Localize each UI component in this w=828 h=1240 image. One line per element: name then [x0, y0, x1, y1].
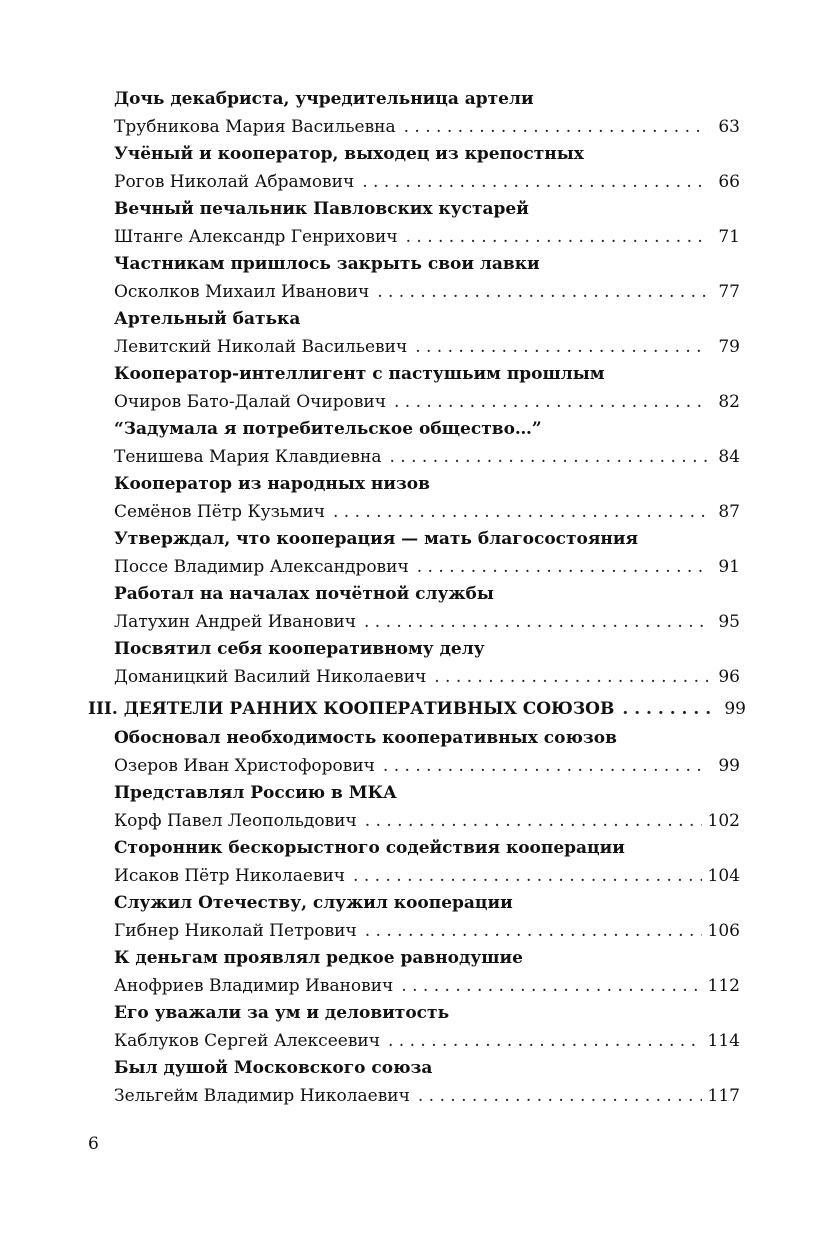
entry-person-name: Анофриев Владимир Иванович	[114, 976, 394, 996]
toc-group-a	[88, 86, 740, 691]
entry-subtitle: Был душой Московского союза	[114, 1058, 433, 1078]
entry-page-number: 71	[718, 227, 740, 247]
page-folio: 6	[88, 1134, 99, 1154]
entry-page-number: 114	[707, 1031, 740, 1051]
entry-subtitle: Служил Отечеству, служил кооперации	[114, 893, 513, 913]
dot-leader	[415, 333, 708, 361]
dot-leader	[394, 388, 708, 416]
entry-subtitle: Утверждал, что кооперация — мать благосостояния	[114, 529, 639, 549]
entry-subtitle: Кооператор-интеллигент с пастушьим прошлым	[114, 364, 605, 384]
entry-line	[114, 663, 740, 691]
entry-person-name: Левитский Николай Васильевич	[114, 337, 408, 357]
entry-page-number: 84	[718, 447, 740, 467]
entry-page-number: 106	[707, 921, 740, 941]
toc-group-b	[88, 725, 740, 1110]
entry-page-number: 104	[707, 866, 740, 886]
entry-person-name: Каблуков Сергей Алексеевич	[114, 1031, 380, 1051]
toc-entry	[88, 196, 740, 251]
entry-person-name: Латухин Андрей Иванович	[114, 612, 356, 632]
toc-entry	[88, 251, 740, 306]
dot-leader	[389, 443, 708, 471]
entry-page-number: 117	[707, 1086, 740, 1106]
entry-page-number: 99	[718, 756, 740, 776]
dot-leader	[383, 752, 708, 780]
entry-person-name: Зельгейм Владимир Николаевич	[114, 1086, 410, 1106]
table-of-contents	[88, 86, 746, 1110]
entry-page-number: 79	[718, 337, 740, 357]
entry-person-name: Трубникова Мария Васильевна	[114, 117, 396, 137]
dot-leader	[365, 807, 702, 835]
entry-person-name: Гибнер Николай Петрович	[114, 921, 357, 941]
section-page-number: 99	[724, 699, 746, 719]
entry-subtitle: Дочь декабриста, учредительница артели	[114, 89, 534, 109]
entry-subtitle: Работал на началах почётной службы	[114, 584, 494, 604]
entry-subtitle: Учёный и кооператор, выходец из крепостных	[114, 144, 584, 164]
entry-page-number: 95	[718, 612, 740, 632]
dot-leader	[362, 168, 708, 196]
entry-subtitle: Артельный батька	[114, 309, 301, 329]
entry-subtitle: Представлял Россию в МКА	[114, 783, 397, 803]
dot-leader	[404, 113, 708, 141]
entry-line	[114, 388, 740, 416]
dot-leader	[434, 663, 708, 691]
entry-person-name: Семёнов Пётр Кузьмич	[114, 502, 325, 522]
entry-page-number: 102	[707, 811, 740, 831]
entry-page-number: 66	[718, 172, 740, 192]
entry-page-number: 96	[718, 667, 740, 687]
dot-leader	[364, 608, 708, 636]
toc-entry	[88, 945, 740, 1000]
entry-page-number: 77	[718, 282, 740, 302]
toc-entry	[88, 725, 740, 780]
entry-line	[114, 333, 740, 361]
toc-entry	[88, 471, 740, 526]
entry-subtitle: Вечный печальник Павловских кустарей	[114, 199, 529, 219]
entry-person-name: Исаков Пётр Николаевич	[114, 866, 346, 886]
entry-page-number: 87	[718, 502, 740, 522]
entry-line	[114, 278, 740, 306]
entry-line	[114, 862, 740, 890]
entry-line	[114, 752, 740, 780]
entry-subtitle: “Задумала я потребительское общество…”	[114, 419, 542, 439]
dot-leader	[406, 223, 708, 251]
toc-entry	[88, 890, 740, 945]
dot-leader	[388, 1027, 702, 1055]
entry-line	[114, 113, 740, 141]
toc-entry	[88, 780, 740, 835]
dot-leader	[377, 278, 708, 306]
entry-person-name: Штанге Александр Генрихович	[114, 227, 398, 247]
dot-leader	[333, 498, 708, 526]
section-title: III. ДЕЯТЕЛИ РАННИХ КООПЕРАТИВНЫХ СОЮЗОВ	[88, 699, 615, 719]
entry-page-number: 82	[718, 392, 740, 412]
entry-line	[114, 443, 740, 471]
toc-entry	[88, 581, 740, 636]
dot-leader	[622, 695, 714, 723]
dot-leader	[418, 1082, 702, 1110]
toc-entry	[88, 1055, 740, 1110]
entry-subtitle: Частникам пришлось закрыть свои лавки	[114, 254, 540, 274]
entry-page-number: 91	[718, 557, 740, 577]
toc-entry	[88, 86, 740, 141]
entry-subtitle: К деньгам проявлял редкое равнодушие	[114, 948, 523, 968]
entry-subtitle: Обосновал необходимость кооперативных союзов	[114, 728, 617, 748]
entry-line	[114, 917, 740, 945]
toc-entry	[88, 416, 740, 471]
entry-line	[114, 498, 740, 526]
entry-line	[114, 608, 740, 636]
entry-person-name: Тенишева Мария Клавдиевна	[114, 447, 382, 467]
entry-person-name: Очиров Бато-Далай Очирович	[114, 392, 386, 412]
dot-leader	[365, 917, 702, 945]
entry-line	[114, 1082, 740, 1110]
entry-line	[114, 553, 740, 581]
entry-subtitle: Его уважали за ум и деловитость	[114, 1003, 450, 1023]
dot-leader	[417, 553, 708, 581]
entry-person-name: Поссе Владимир Александрович	[114, 557, 409, 577]
entry-subtitle: Сторонник бескорыстного содействия кооперации	[114, 838, 625, 858]
entry-subtitle: Посвятил себя кооперативному делу	[114, 639, 485, 659]
toc-entry	[88, 1000, 740, 1055]
entry-person-name: Доманицкий Василий Николаевич	[114, 667, 427, 687]
toc-entry	[88, 361, 740, 416]
toc-entry	[88, 835, 740, 890]
section-line	[88, 695, 746, 723]
toc-entry	[88, 636, 740, 691]
entry-line	[114, 807, 740, 835]
entry-line	[114, 168, 740, 196]
toc-entry	[88, 141, 740, 196]
entry-page-number: 63	[718, 117, 740, 137]
dot-leader	[353, 862, 702, 890]
entry-line	[114, 1027, 740, 1055]
entry-line	[114, 972, 740, 1000]
toc-entry	[88, 526, 740, 581]
entry-person-name: Корф Павел Леопольдович	[114, 811, 357, 831]
entry-person-name: Осколков Михаил Иванович	[114, 282, 370, 302]
entry-person-name: Озеров Иван Христофорович	[114, 756, 375, 776]
entry-line	[114, 223, 740, 251]
toc-entry	[88, 306, 740, 361]
entry-person-name: Рогов Николай Абрамович	[114, 172, 355, 192]
entry-page-number: 112	[707, 976, 740, 996]
dot-leader	[401, 972, 701, 1000]
toc-section-heading	[88, 695, 746, 723]
entry-subtitle: Кооператор из народных низов	[114, 474, 430, 494]
